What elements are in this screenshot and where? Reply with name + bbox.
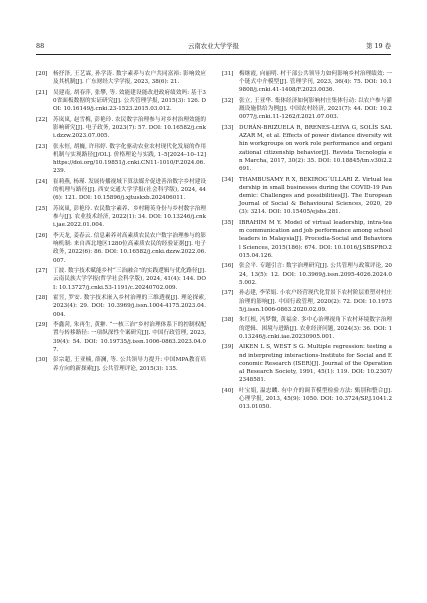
- reference-number: [34]: [222, 176, 234, 183]
- reference-item: [36, 232, 206, 265]
- reference-text: 张永恒, 胡巍, 许玮婷. 数字化驱动农业农村现代化发展的作用机制与实现路径[J/OL]. 价格理论与实践, 1–5[2024–10–12] https://doi.org/10.19851/j.cnki.CN11-1010/F.2024.06.239.: [53, 143, 206, 175]
- reference-text: AIKEN L S, WEST S G. Multiple regression: testing and interpreting interactions-Institute for Social and Economic Research (ISER)[J]. Journal of the Operational Research Society, 1991, 45(1): 119. DOI: 10.2307/2348581.: [239, 344, 392, 384]
- reference-item: [36, 294, 206, 319]
- reference-text: 丁波. 数字技术赋能乡村“三治融合”的实践逻辑与优化路径[J]. 云南民族大学学报(哲学社会科学版), 2024, 41(4): 144. DOI: 10.13727/j.cnki.53-1191/c.20240702.009.: [53, 268, 206, 291]
- references-left-column: [36, 70, 206, 375]
- volume-label: 第 19 卷: [366, 42, 391, 50]
- reference-item: [222, 262, 392, 287]
- reference-number: [23]: [36, 143, 48, 150]
- references-right-column: [222, 70, 392, 414]
- reference-item: [222, 124, 392, 173]
- reference-number: [22]: [36, 116, 48, 123]
- reference-text: IBRAHIM M Y. Model of virtual leadership, intra-team communication and job performance among school leaders in Malaysia[J]. Procedia-Social and Behavioral Sciences, 2015(186): 674. DOI: 10.1016/J.SBSPRO.2015.04.126.: [239, 220, 392, 259]
- reference-text: 杨抒泽, 王艺霖, 孙学涛. 数字素养与农户共同富裕: 影响效应及其机制[J]. 广东财经大学学报, 2023, 38(6): 21.: [53, 71, 206, 86]
- reference-text: 叶宝娟, 温忠麟. 有中介的调节模型检验方法: 甄别和整合[J]. 心理学报, 2013, 45(9): 1050. DOI: 10.3724/SP.J.1041.2013.01050.: [239, 387, 392, 411]
- reference-number: [40]: [222, 387, 234, 394]
- reference-item: [222, 97, 392, 122]
- reference-text: 苏岚岚, 彭艳玲. 农民数字素养、乡村精英身份与乡村数字治理参与[J]. 农业技术经济, 2022(1): 34. DOI: 10.13246/j.cnki.jae.2022.01.004.: [53, 206, 206, 229]
- reference-number: [20]: [36, 71, 48, 77]
- reference-item: [36, 116, 206, 141]
- reference-item: [36, 70, 206, 86]
- journal-title: 云南农业大学学报: [187, 42, 240, 50]
- reference-item: [222, 316, 392, 341]
- reference-number: [21]: [36, 89, 48, 96]
- reference-text: 张会平. 专题引言: 数字治理研究[J]. 公共管理与政策评论, 2024, 13(5): 12. DOI: 10.3969/j.issn.2095-4026.2024.05.002.: [239, 263, 392, 286]
- reference-text: DURÁN-BRIZUELA R, BRENES-LEIVA G, SOLÍS SALAZAR M, et al. Effects of power distance diversity within workgroups on work role performance and organizational citizenship behavior[J]. Revista Tecnología en Marcha, 2017, 30(2): 35. DOI: 10.18845/tm.v30i2.2691.: [239, 125, 392, 173]
- reference-number: [36]: [222, 263, 234, 270]
- reference-item: [222, 289, 392, 314]
- reference-number: [39]: [222, 344, 234, 351]
- reference-text: 朱红根, 冯梦微, 黄福金. 多中心治理视角下农村环境数字治理的逻辑、困境与进路[J]. 农业经济问题, 2024(3): 36. DOI: 10.13246/j.cnki.iae.20230905.001.: [239, 317, 392, 340]
- reference-number: [32]: [222, 98, 234, 104]
- reference-text: 张立, 王亚华. 集体经济如何影响村庄集体行动: 以农户参与灌溉设施供给为例[J]. 中国农村经济, 2021(7): 44. DOI: 10.20077/j.cnki.11-1262/f.2021.07.003.: [239, 98, 392, 121]
- reference-number: [33]: [222, 125, 234, 131]
- reference-item: [222, 387, 392, 412]
- reference-item: [36, 356, 206, 372]
- reference-number: [27]: [36, 268, 48, 275]
- reference-item: [36, 89, 206, 114]
- reference-number: [25]: [36, 206, 48, 212]
- running-header: [36, 42, 391, 55]
- reference-number: [30]: [36, 357, 48, 364]
- reference-number: [29]: [36, 322, 48, 329]
- reference-text: 崔莉燕, 杨瑾. 发展传播视域下算法媒介促进善治数字乡村建设的机理与路径[J]. 西安交通大学学报(社会科学版), 2024, 44(6): 121. DOI: 10.15896/j.xjtuskxb.202406011.: [53, 179, 206, 202]
- reference-text: 李鑫菏, 朱再生, 黄翀. “一核三治”乡村治理体系下的控制权配置与转移路径: 一项纵深性个案研究[J]. 中国行政管理, 2023, 39(4): 54. DOI: 10.19735/j.issn.1006-0863.2023.04.07.: [53, 322, 206, 353]
- reference-text: 苏岚岚, 赵雪梅, 彭艳玲. 农民数字治理参与对乡村治理效能的影响研究[J]. 电子政务, 2023(7): 57. DOI: 10.16582/j.cnki.dzzw.2023.07.005.: [53, 116, 206, 140]
- reference-number: [38]: [222, 317, 234, 324]
- reference-number: [31]: [222, 71, 234, 77]
- reference-item: [36, 267, 206, 292]
- reference-item: [222, 176, 392, 217]
- reference-text: 吴建南, 胡春萍, 张攀, 等. 效能建设能改进政府绩效吗: 基于30省面板数据的实证研究[J]. 公共管理学报, 2015(3): 126. DOI: 10.16149/j.cnki.23-1523.2015.03.012.: [53, 89, 206, 113]
- reference-text: THAMBUSAMY R X, BEKIROG˘ULLARI Z. Virtual leadership in small businesses during the COVID-19 Pandemic: Challenges and possibilities[J]. The European Journal of Social & Behavioural Sciences, 2020, 29(3): 3214. DOI: 10.15405/ejsbs.281.: [239, 176, 392, 216]
- page-number: 88: [36, 42, 45, 50]
- reference-number: [37]: [222, 290, 234, 297]
- reference-number: [24]: [36, 179, 48, 185]
- reference-item: [36, 205, 206, 230]
- reference-item: [36, 321, 206, 354]
- reference-text: 彭宗超, 王亚楠, 薛澜, 等. 公共领导力提升: 中国MPA教育培养方向的新探索[J]. 公共管理评论, 2015(3): 135.: [53, 357, 206, 372]
- reference-text: 霍昱, 罗安. 数字技术嵌入乡村治理的三维透视[J]. 理论探索, 2023(4): 29. DOI: 10.3969/j.issn.1004-4175.2023.04.004.: [53, 295, 206, 318]
- reference-item: [36, 178, 206, 203]
- reference-text: 梅继霞, 向丽明. 村干部公共领导力如何影响乡村治理绩效: 一个链式中介模型[J]. 管理学刊, 2023, 36(4): 75. DOI: 10.19808/j.cnki.41-1408/F.2023.0036.: [239, 71, 392, 94]
- reference-item: [222, 70, 392, 95]
- reference-text: 李天龙, 姜春云. 信息素养对高素质农民农户数字治理参与的影响机制: 来自西北地区1280位高素质农民的经验证据[J]. 电子政务, 2022(6): 86. DOI: 10.16582/j.cnki.dzzw.2022.06.007.: [53, 233, 206, 264]
- reference-number: [35]: [222, 220, 234, 227]
- reference-item: [36, 143, 206, 176]
- reference-item: [222, 343, 392, 384]
- reference-item: [222, 219, 392, 260]
- reference-number: [28]: [36, 295, 48, 302]
- reference-text: 孙志建, 李荣娟. 小农户经营现代化背景下农村阶层重塑对村庄治理的影响[J]. 中国行政管理, 2020(2): 72. DOI: 10.19735/j.issn.1006-0863.2020.02.09.: [239, 290, 392, 313]
- reference-number: [26]: [36, 233, 48, 239]
